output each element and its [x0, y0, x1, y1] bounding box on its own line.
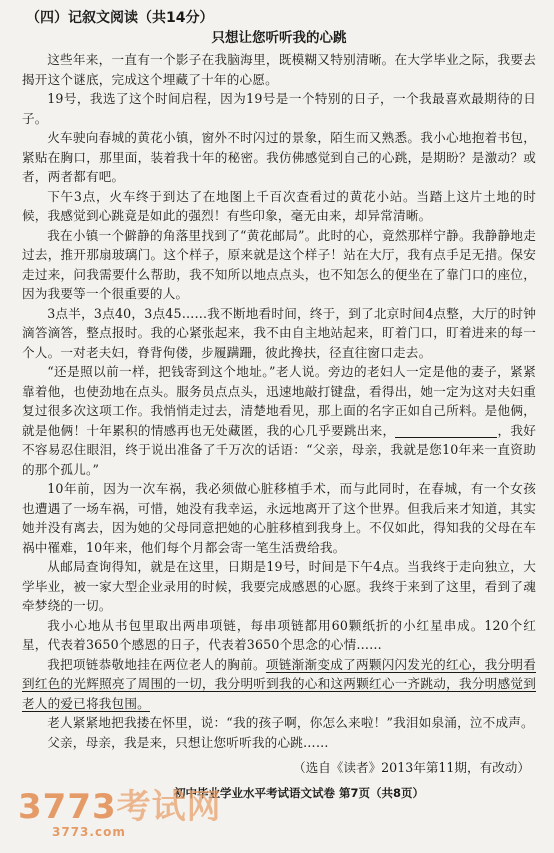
paragraph: 下午3点，火车终于到达了在地图上千百次查看过的黄花小站。当踏上这片土地的时候，我感觉到心跳竟是如此的强烈！有些印象，毫无由来，却异常清晰。	[22, 188, 536, 223]
paragraph: 3点半，3点40，3点45……我不断地看时间，终于，到了北京时间4点整，大厅的时钟滴答滴答，整点报时。我的心紧张起来，我不由自主地站起来，盯着门口，盯着进来的每一个人。一对老夫妇，脊背佝偻，步履蹒跚，彼此搀扶，径直往窗口走去。	[22, 305, 536, 360]
section-header: （四）记叙文阅读（共14分）	[26, 10, 214, 26]
paragraph: 19号，我选了这个时间启程，因为19号是一个特别的日子，一个我最喜欢最期待的日子。	[22, 91, 536, 126]
watermark-brand	[18, 787, 222, 827]
paragraph-with-blank	[22, 362, 536, 479]
paragraph-with-underline	[22, 655, 536, 714]
paragraph-text: “还是照以前一样，把钱寄到这个地址。”老人说。旁边的老妇人一定是他的妻子，紧紧靠着他，也使劲地在点头。服务员点点头，迅速地敲打键盘，看得出，她一定为这对夫妇重复过很多次这项工作。我悄悄走过去，清楚地看见，那上面的名字正如自己所料。是他俩，就是他俩！十年累积的情感再也无处藏匿，我的心几乎要跳出来，	[22, 364, 536, 438]
paragraph: 我小心地从书包里取出两串项链，每串项链都用60颗纸折的小红星串成。120个红星，代表着3650个感恩的日子，代表着3650个思念的心情……	[22, 617, 536, 652]
page-footer: 初中毕业学业水平考试语文试卷 第7页（共8页）	[173, 786, 424, 800]
watermark-digits: 3773	[18, 787, 117, 827]
source-citation: （选自《读者》2013年第11期，有改动）	[293, 760, 530, 775]
paragraph: 父亲，母亲，我是来，只想让您听听我的心跳……	[47, 734, 329, 750]
article-title: 只想让您听听我的心跳	[211, 30, 347, 46]
watermark-url: 3773.com	[52, 825, 126, 839]
paragraph: 从邮局查询得知，就是在这里，日期是19号，时间是下午4点。当我终于走向独立，大学毕业，被一家大型企业录用的时候，我要完成感恩的心愿。我终于来到了这里，看到了魂牵梦绕的一切。	[22, 559, 536, 613]
paragraph: 我在小镇一个僻静的角落里找到了“黄花邮局”。此时的心，竟然那样宁静。我静静地走过去，推开那扇玻璃门。这个样子，原来就是这个样子！站在大厅，我有点手足无措。保安走过来，问我需要什么帮助，我不知所以地点点头，也不知怎么的便坐在了靠门口的座位，因为我要等一个很重要的人。	[22, 227, 536, 301]
paragraph: 火车驶向春城的黄花小镇，窗外不时闪过的景象，陌生而又熟悉。我小心地抱着书包，紧贴在胸口，那里面，装着我十年的秘密。我仿佛感觉到自己的心跳，是期盼？是激动？或者，两者都有吧。	[22, 130, 536, 184]
watermark-brand-cn: 考试网	[116, 787, 222, 827]
paragraph: 这些年来，一直有一个影子在我脑海里，既模糊又特别清晰。在大学毕业之际，我要去揭开这个谜底，完成这个埋藏了十年的心愿。	[22, 52, 536, 87]
answer-blank[interactable]	[395, 425, 497, 439]
paragraph: 老人紧紧地把我搂在怀里，说：“我的孩子啊，你怎么来啦！”我泪如泉涌，泣不成声。	[47, 715, 534, 730]
paragraph: 10年前，因为一次车祸，我必须做心脏移植手术，而与此同时，在春城，有一个女孩也遭遇了一场车祸，可惜，她没有我幸运，永远地离开了这个世界。但我后来才知道，其实她并没有离去，因为她的父母同意把她的心脏移植到我身上。不仅如此，得知我的父母在车祸中罹难，10年来，他们每个月都会寄一笔生活费给我。	[22, 481, 536, 555]
underlined-sentence: 项链渐渐变成了两颗闪闪发光的红心，我分明看到红色的光辉照亮了周围的一切，我分明听到我的心和这两颗红心一齐跳动，我分明感觉到老人的爱已将我包围。	[22, 656, 537, 711]
paragraph-text: 我把项链恭敬地挂在两位老人的胸前。	[47, 656, 266, 672]
paragraph-text: ，我好不容易忍住眼泪，终于说出准备了千万次的话语：“父亲，母亲，我就是您10年来一直资助的那个孤儿。”	[22, 422, 536, 477]
watermark-logo	[18, 787, 222, 839]
article-body	[22, 50, 536, 752]
